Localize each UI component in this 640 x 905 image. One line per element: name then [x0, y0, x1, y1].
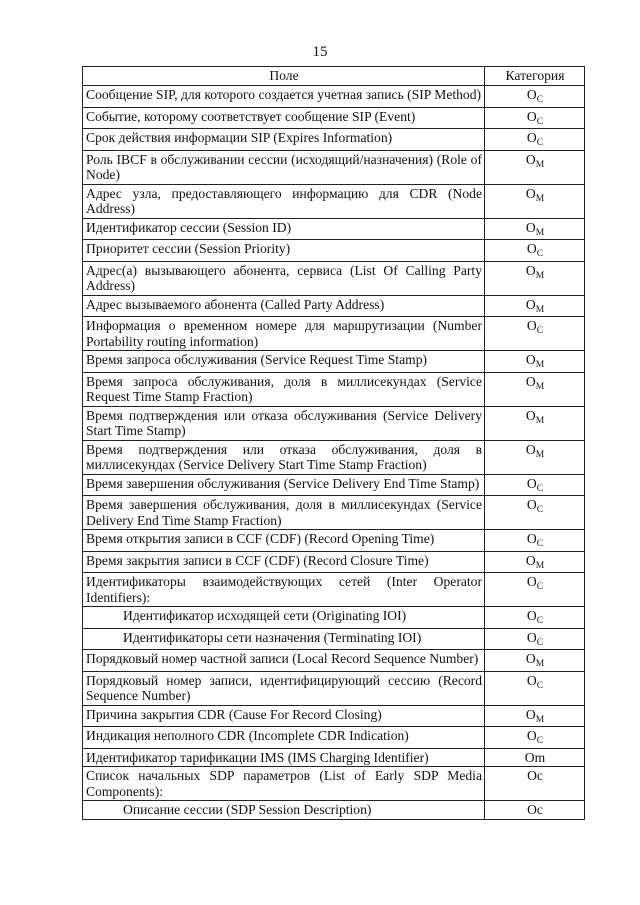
category-value: O: [525, 441, 536, 457]
field-cell: Информация о временном номере для маршрутизации (Number Portability routing information): [83, 317, 485, 351]
category-value: O: [525, 407, 536, 423]
header-category: Категория: [485, 67, 585, 86]
category-subscript: C: [536, 680, 544, 691]
category-subscript: C: [536, 505, 544, 515]
category-subscript: C: [536, 138, 544, 148]
field-cell: Идентификаторы взаимодействующих сетей (Inter Operator Identifiers):: [83, 573, 485, 607]
category-value: O: [526, 475, 537, 491]
table-row: [83, 295, 585, 317]
field-cell: Индикация неполного CDR (Incomplete CDR Indication): [83, 727, 485, 749]
category-subscript: C: [536, 582, 544, 592]
category-value: O: [526, 728, 537, 743]
field-cell: Список начальных SDP параметров (List of Early SDP Media Components):: [83, 767, 485, 801]
category-value: O: [526, 318, 537, 333]
table-body: [83, 86, 585, 820]
category-value: O: [526, 574, 537, 589]
category-cell: [485, 261, 585, 295]
category-subscript: M: [535, 381, 545, 392]
category-subscript: C: [536, 736, 544, 746]
category-subscript: M: [535, 560, 545, 571]
category-cell: [485, 496, 585, 530]
category-value: O: [526, 87, 537, 102]
category-subscript: M: [535, 415, 545, 426]
field-cell: Причина закрытия CDR (Cause For Record Closing): [83, 705, 485, 727]
field-cell: Время открытия записи в CCF (CDF) (Record Opening Time): [83, 530, 485, 552]
category-subscript: C: [536, 483, 544, 494]
field-cell: Адрес вызываемого абонента (Called Party Address): [83, 295, 485, 317]
table-row: [83, 551, 585, 573]
table-header-row: [83, 67, 585, 86]
category-cell: [485, 372, 585, 406]
field-cell: Роль IBCF в обслуживании сессии (исходящий/назначения) (Role of Node): [83, 150, 485, 184]
category-value: O: [525, 373, 536, 389]
table-row: [83, 86, 585, 108]
category-subscript: M: [535, 659, 545, 669]
field-cell: Описание сессии (SDP Session Description): [83, 801, 485, 820]
category-cell: [485, 551, 585, 573]
category-value: O: [525, 296, 536, 312]
category-value: O: [526, 497, 537, 512]
field-cell: Порядковый номер записи, идентифицирующий сессию (Record Sequence Number): [83, 671, 485, 705]
category-value: O: [526, 241, 537, 256]
field-cell: Срок действия информации SIP (Expires Information): [83, 129, 485, 151]
category-value: O: [526, 130, 537, 145]
category-value: O: [525, 552, 536, 568]
table-row: [83, 150, 585, 184]
table-row: [83, 530, 585, 552]
category-value: Oc: [527, 768, 543, 783]
category-subscript: C: [536, 249, 544, 259]
field-cell: Идентификаторы сети назначения (Terminating IOI): [83, 628, 485, 650]
category-subscript: M: [535, 449, 545, 460]
table-row: [83, 351, 585, 373]
category-cell: [485, 240, 585, 262]
category-subscript: M: [535, 227, 545, 238]
category-subscript: M: [535, 360, 545, 370]
category-cell: [485, 107, 585, 129]
header-field: Поле: [83, 67, 485, 86]
category-value: O: [525, 262, 536, 278]
table-row: [83, 184, 585, 218]
table-row: [83, 628, 585, 650]
category-value: Oc: [527, 802, 543, 817]
category-value: O: [526, 108, 537, 124]
table-row: [83, 671, 585, 705]
category-cell: [485, 727, 585, 749]
field-cell: Время подтверждения или отказа обслуживания, доля в миллисекундах (Service Delivery Start Time Stamp Fraction): [83, 440, 485, 474]
category-cell: [485, 351, 585, 373]
table-row: [83, 317, 585, 351]
category-value: O: [525, 706, 536, 722]
category-cell: [485, 295, 585, 317]
field-cell: Адрес(а) вызывающего абонента, сервиса (List Of Calling Party Address): [83, 261, 485, 295]
table-row: [83, 406, 585, 440]
field-cell: Время завершения обслуживания (Service Delivery End Time Stamp): [83, 474, 485, 496]
field-cell: Идентификатор исходящей сети (Originating IOI): [83, 607, 485, 629]
table-row: [83, 240, 585, 262]
category-cell: [485, 767, 585, 801]
category-cell: [485, 748, 585, 767]
table-row: [83, 727, 585, 749]
fields-table: [82, 66, 585, 820]
category-value: O: [525, 185, 536, 201]
category-subscript: M: [535, 270, 545, 281]
table-row: [83, 218, 585, 240]
page-number: 15: [312, 44, 328, 60]
category-value: O: [525, 651, 536, 666]
category-cell: [485, 628, 585, 650]
field-cell: Приоритет сессии (Session Priority): [83, 240, 485, 262]
table-row: [83, 607, 585, 629]
category-subscript: C: [536, 539, 544, 549]
category-cell: [485, 650, 585, 672]
category-subscript: C: [536, 95, 544, 105]
table-row: [83, 496, 585, 530]
category-cell: [485, 184, 585, 218]
field-cell: Адрес узла, предоставляющего информацию для CDR (Node Address): [83, 184, 485, 218]
category-cell: [485, 671, 585, 705]
category-cell: [485, 705, 585, 727]
category-subscript: C: [536, 616, 544, 626]
category-subscript: C: [536, 637, 544, 648]
field-cell: Идентификатор сессии (Session ID): [83, 218, 485, 240]
category-subscript: M: [535, 304, 545, 315]
category-subscript: M: [535, 714, 545, 725]
category-subscript: M: [535, 159, 545, 170]
field-cell: Время запроса обслуживания (Service Request Time Stamp): [83, 351, 485, 373]
category-value: Om: [524, 749, 546, 765]
table-row: [83, 107, 585, 129]
field-cell: Сообщение SIP, для которого создается учетная запись (SIP Method): [83, 86, 485, 108]
field-cell: Время завершения обслуживания, доля в миллисекундах (Service Delivery End Time Stamp Fraction): [83, 496, 485, 530]
category-value: O: [526, 531, 537, 546]
field-cell: Событие, которому соответствует сообщение SIP (Event): [83, 107, 485, 129]
category-cell: [485, 573, 585, 607]
table-row: [83, 705, 585, 727]
field-cell: Идентификатор тарификации IMS (IMS Charging Identifier): [83, 748, 485, 767]
category-subscript: M: [535, 193, 545, 204]
category-cell: [485, 801, 585, 820]
category-value: O: [525, 151, 536, 167]
table-row: [83, 474, 585, 496]
category-cell: [485, 607, 585, 629]
table-row: [83, 767, 585, 801]
category-cell: [485, 218, 585, 240]
category-value: O: [525, 352, 536, 367]
table-row: [83, 573, 585, 607]
field-cell: Время закрытия записи в CCF (CDF) (Record Closure Time): [83, 551, 485, 573]
category-cell: [485, 440, 585, 474]
category-value: O: [526, 608, 537, 623]
category-cell: [485, 530, 585, 552]
category-cell: [485, 129, 585, 151]
table-row: [83, 129, 585, 151]
table-row: [83, 440, 585, 474]
category-cell: [485, 150, 585, 184]
table-row: [83, 372, 585, 406]
category-cell: [485, 317, 585, 351]
table-row: [83, 748, 585, 767]
category-cell: [485, 474, 585, 496]
table-row: [83, 801, 585, 820]
field-cell: Время запроса обслуживания, доля в миллисекундах (Service Request Time Stamp Fraction): [83, 372, 485, 406]
field-cell: Порядковый номер частной записи (Local Record Sequence Number): [83, 650, 485, 672]
category-value: O: [526, 629, 537, 645]
category-value: O: [526, 672, 537, 688]
field-cell: Время подтверждения или отказа обслуживания (Service Delivery Start Time Stamp): [83, 406, 485, 440]
category-cell: [485, 86, 585, 108]
table-row: [83, 261, 585, 295]
category-subscript: C: [536, 116, 544, 127]
table-row: [83, 650, 585, 672]
category-cell: [485, 406, 585, 440]
category-value: O: [525, 219, 536, 235]
category-subscript: C: [536, 326, 544, 336]
